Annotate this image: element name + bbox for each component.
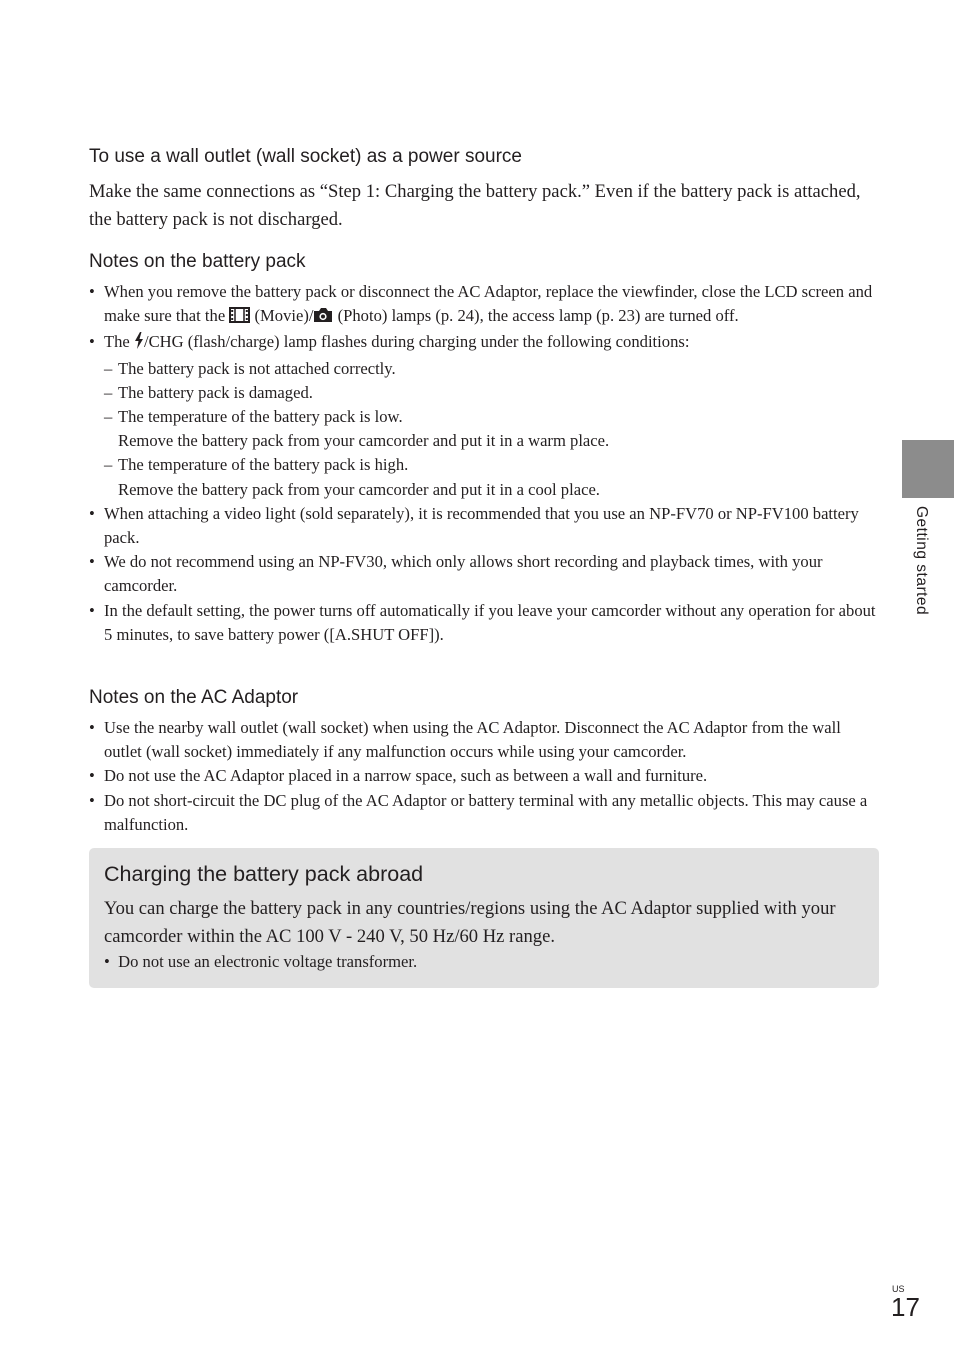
- list-item: • When you remove the battery pack or disconnect the AC Adaptor, replace the viewfinder, close the LCD screen and make sure that the (Movie)/ (Photo) lamps (p. 24), the access lamp (p. 23) are turned off.: [89, 280, 881, 330]
- list-item: • Do not short-circuit the DC plug of the AC Adaptor or battery terminal with any metallic objects. This may cause a malfunction.: [89, 790, 868, 834]
- page-number: 17: [891, 1292, 920, 1322]
- adaptor-notes-list: [89, 716, 881, 837]
- section-tab: [902, 440, 954, 498]
- flash-icon: [134, 332, 144, 356]
- condition-note: Remove the battery pack from your camcorder and put it in a cool place.: [118, 479, 600, 499]
- abroad-box: [89, 848, 879, 988]
- list-item: • The /CHG (flash/charge) lamp flashes during charging under the following conditions: – The battery pack is not attached correctly. – The battery pack is damaged. – The temperature of the battery pack is low. Remove the battery pack from your camcorder and put it in a warm place. – The temperature of the battery pack is high. Remove the battery pack from your camcorder and put it in a cool place.: [89, 330, 881, 501]
- region-code: US: [892, 1284, 905, 1294]
- list-item: • We do not recommend using an NP-FV30, which only allows short recording and playback times, with your camcorder.: [89, 552, 823, 596]
- abroad-heading: Charging the battery pack abroad: [104, 862, 424, 886]
- abroad-note: • Do not use an electronic voltage transformer.: [104, 952, 418, 971]
- condition-item: – The temperature of the battery pack is low.: [104, 407, 403, 427]
- abroad-text: You can charge the battery pack in any countries/regions using the AC Adaptor supplied with your camcorder within the AC 100 V - 240 V, 50 Hz/60 Hz range.: [104, 898, 836, 947]
- list-item: • Do not use the AC Adaptor placed in a narrow space, such as between a wall and furniture.: [89, 766, 708, 786]
- condition-item: – The battery pack is not attached correctly.: [104, 358, 396, 378]
- condition-item: – The temperature of the battery pack is high.: [104, 455, 409, 475]
- section-label: Getting started: [913, 506, 930, 616]
- condition-item: – The battery pack is damaged.: [104, 382, 313, 402]
- battery-notes-heading: Notes on the battery pack: [89, 251, 306, 272]
- wall-outlet-heading: To use a wall outlet (wall socket) as a power source: [89, 146, 522, 167]
- movie-icon: [229, 306, 250, 330]
- battery-notes-list: [89, 280, 881, 647]
- adaptor-notes-heading: Notes on the AC Adaptor: [89, 687, 299, 708]
- list-item: • Use the nearby wall outlet (wall socket) when using the AC Adaptor. Disconnect the AC Adaptor from the wall outlet (wall socket) immediately if any malfunction occurs while using your camcorder.: [89, 718, 841, 762]
- list-item: • When attaching a video light (sold separately), it is recommended that you use an NP-FV70 or NP-FV100 battery pack.: [89, 503, 859, 548]
- list-item: • In the default setting, the power turns off automatically if you leave your camcorder without any operation for about 5 minutes, to save battery power ([A.SHUT OFF]).: [89, 600, 876, 644]
- wall-outlet-text: Make the same connections as “Step 1: Charging the battery pack.” Even if the battery pack is attached, the battery pack is not discharged.: [89, 181, 861, 230]
- condition-note: Remove the battery pack from your camcorder and put it in a warm place.: [118, 431, 610, 451]
- camera-icon: [313, 306, 333, 330]
